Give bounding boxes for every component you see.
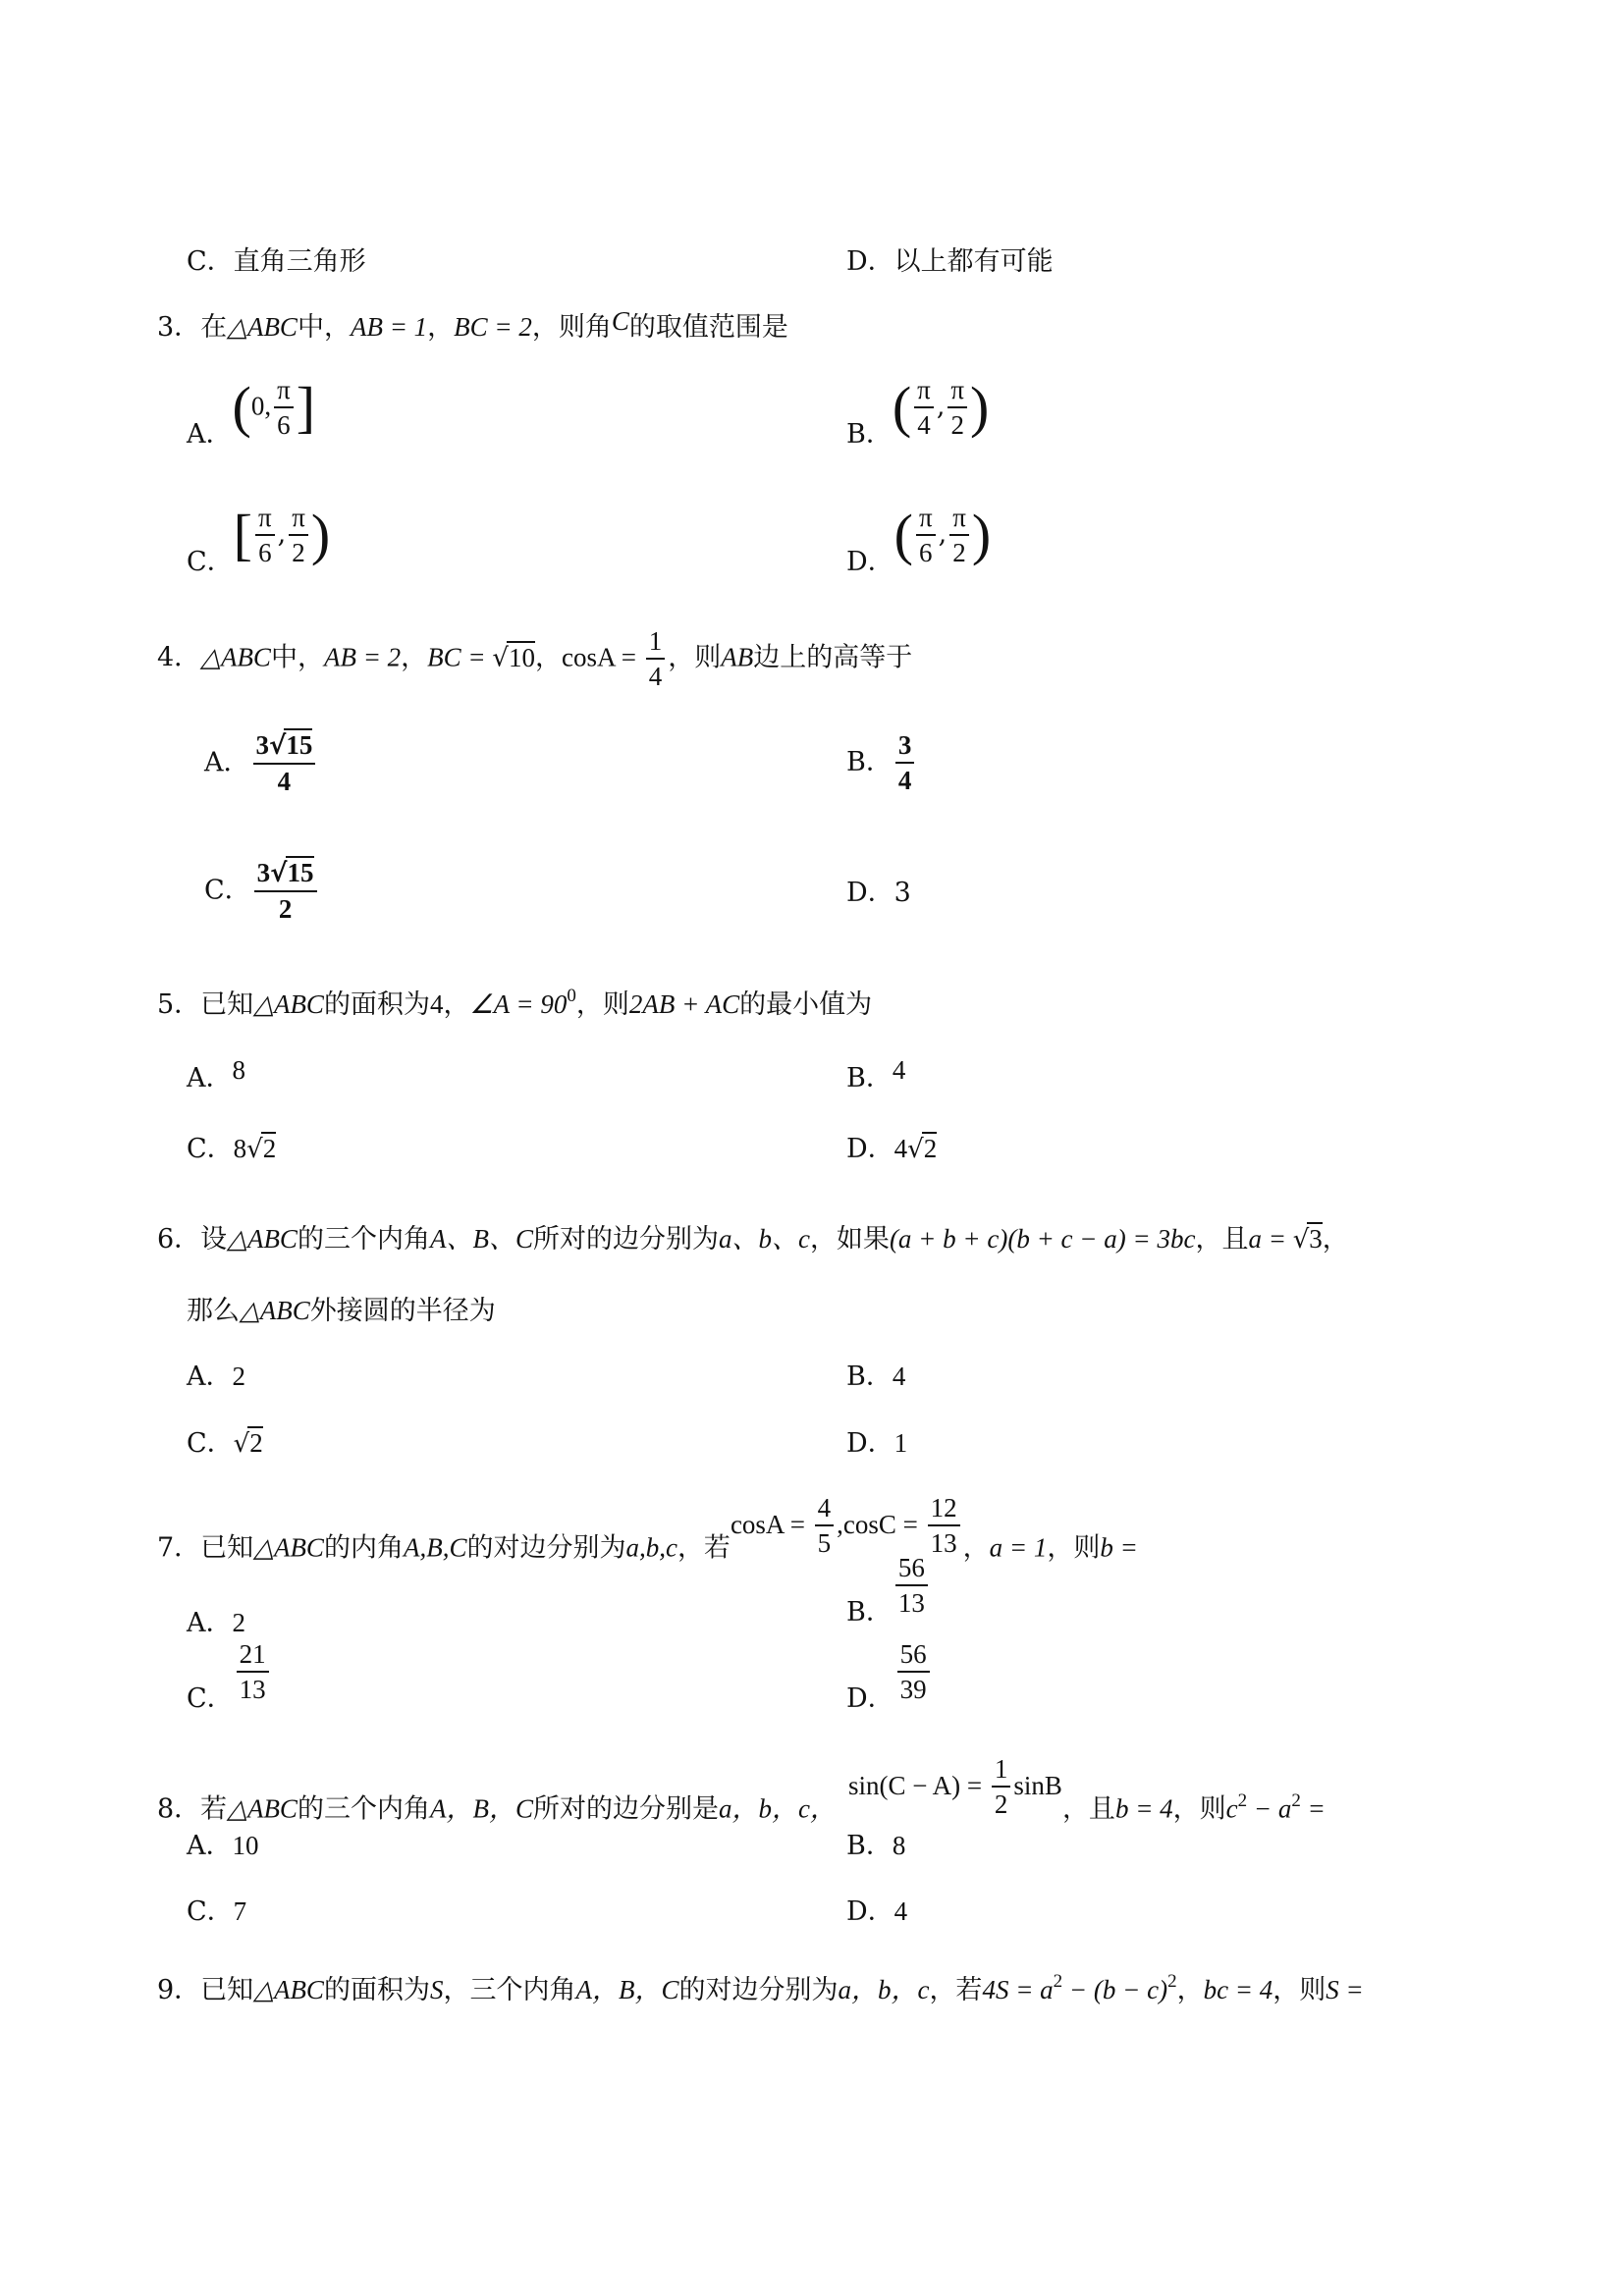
option-value: 10 [232,1831,259,1860]
math: sinB [1013,1770,1062,1800]
option-label: C． [187,1134,234,1164]
text: 所对的边分别是 [532,1793,719,1825]
q4-option-c [204,856,320,926]
q-number: 6．设 [157,1224,228,1255]
radicand: 15 [286,730,313,760]
option-value: 4 [893,1896,908,1926]
bracket: ) [970,375,990,439]
math: a、b、c [718,1224,810,1254]
fraction [646,624,666,693]
option-label: A． [187,1362,233,1392]
radicand: 2 [262,1134,277,1163]
q-number: 7．已知 [157,1532,254,1564]
math: ,cosC = [837,1509,925,1539]
text: 中， [270,642,324,673]
q6-option-a [187,1360,245,1394]
q-number: 5．已知 [157,989,254,1020]
text: 的三个内角 [297,1224,430,1255]
text: ，且 [1195,1224,1249,1255]
radicand: 15 [287,858,314,887]
denominator: 39 [899,1675,927,1704]
option-value: 8 [232,1055,245,1085]
math: c [1225,1793,1238,1824]
q5-option-b [846,1055,906,1095]
option-label: B． [846,418,893,450]
text: 的对边分别为 [678,1975,839,2005]
numerator: 12 [928,1491,960,1526]
q7-option-d [846,1637,933,1714]
math: a，b，c， [718,1793,837,1824]
q3-option-d: D．( $\frac{\pi}{6}$ , $\frac{\pi}{2}$ ) [846,503,992,577]
text: ，则 [1172,1793,1226,1825]
q8-option-c [187,1895,246,1929]
option-label: D． [846,1428,894,1459]
denominator: 4 [648,662,663,691]
radicand: 10 [508,642,535,672]
bracket: ( [232,375,251,439]
text: ， [443,989,470,1020]
superscript: 2 [1167,1971,1177,1992]
numerator: 4 [815,1491,835,1526]
bracket: ( [892,375,912,439]
q7-option-c [187,1637,272,1714]
q4-option-d [846,877,911,910]
text: ，如果 [809,1224,890,1255]
cos-condition [730,1493,963,1558]
math: BC = 2 [454,312,532,342]
triangle: △ABC [227,312,298,342]
math: 4S = a [982,1975,1054,2004]
question-6-stem-line2 [187,1294,496,1328]
q7-option-a [187,1606,245,1640]
sqrt-icon: √ [1292,1225,1310,1255]
denominator: 2 [950,410,964,440]
coef: 8 [233,1134,247,1163]
text: 的取值范围是 [628,312,788,343]
fraction [237,1637,269,1706]
numerator [253,728,316,765]
math: 2AB + AC [628,989,740,1019]
fraction [992,1752,1011,1821]
math: BC = [427,642,493,672]
numerator: 1 [992,1752,1011,1788]
sin-condition [847,1754,1062,1819]
text: ，则 [575,989,629,1020]
math: AB = 2 [323,642,402,672]
text: 的面积为 [323,1975,430,2005]
superscript: 2 [1053,1971,1063,1992]
denominator: 6 [277,410,291,440]
text: ，则 [1047,1532,1101,1564]
text: ， [962,1532,990,1564]
option-value: 3 [893,878,911,908]
superscript: 2 [1291,1789,1301,1811]
math: − a [1247,1793,1292,1824]
radicand: 2 [249,1428,263,1458]
math: AB [721,642,754,672]
q-number: 4． [157,642,201,673]
denominator: 13 [930,1528,957,1558]
text: ，则角 [531,312,612,343]
sqrt-icon: √ [270,859,288,888]
denominator: 2 [952,538,966,567]
math: A，B，C [575,1975,679,2004]
text: ，三个内角 [443,1975,576,2005]
option-label: C． [187,1896,234,1927]
option-label: C． [187,1682,234,1714]
superscript: 0 [567,986,576,1006]
q8-option-a [187,1829,259,1863]
text: ， [534,642,562,673]
denominator: 4 [897,766,912,795]
option-label: D． [846,1134,894,1164]
option-label: D． [846,878,894,908]
fraction [916,501,936,569]
fraction [949,501,969,569]
numerator: 21 [237,1637,269,1673]
math: S [429,1975,444,2004]
question-7-stem [157,1493,1138,1583]
text: 外接圆的半径为 [309,1296,496,1326]
math: S = [1326,1975,1364,2004]
numerator: π [274,373,294,408]
triangle: △ABC [240,1296,310,1325]
fraction [289,501,308,569]
fraction [815,1491,835,1560]
text: 的面积为 [323,989,430,1020]
option-label: A． [187,1608,233,1638]
denominator: 5 [817,1528,832,1558]
math: A、B、C [429,1224,533,1254]
question-4-stem [157,624,912,693]
q-number: 8．若 [157,1793,228,1825]
math: − (b − c) [1062,1975,1168,2004]
option-label: B． [846,1831,893,1861]
option-label: B． [846,1063,893,1094]
text: ，则 [1272,1975,1326,2005]
text: ， [1176,1975,1204,2005]
q5-option-c [187,1132,276,1166]
option-value: 4 [892,1362,906,1391]
radicand: 2 [923,1134,938,1163]
numerator: π [916,501,936,536]
math: b = [1100,1532,1138,1563]
option-label: A． [187,418,233,450]
bracket: ) [971,503,992,566]
q-number: 3．在 [157,312,228,343]
question-6-stem [157,1222,1349,1256]
option-label: A． [204,747,250,778]
denominator: 2 [292,538,305,567]
q8-option-d [846,1895,907,1929]
q8-option-b [846,1829,905,1863]
fraction [895,1551,928,1620]
fraction [895,728,915,797]
option-label: D． [846,1896,894,1927]
bracket: [ [233,503,252,566]
text: 的最小值为 [739,989,873,1020]
math: AB = 1 [350,312,428,342]
math: cosA = [561,642,643,672]
question-9-stem [157,1973,1364,2010]
option-label: A． [187,1063,233,1094]
text: 所对的边分别为 [532,1224,719,1255]
q6-option-b [846,1360,905,1394]
option-value: 7 [233,1896,247,1926]
sqrt-icon: √ [233,1429,250,1459]
coef: 3 [256,858,271,887]
text: 的三个内角 [297,1793,430,1825]
option-label: B． [846,1596,893,1628]
math: (a + b + c)(b + c − a) = 3bc [889,1224,1196,1254]
denominator: 4 [277,767,292,796]
fraction [254,856,317,926]
denominator: 13 [239,1675,266,1704]
option-value: 2 [232,1608,245,1637]
option-label: B． [846,1362,893,1392]
sqrt-icon: √ [907,1135,924,1164]
bracket: ] [296,375,316,439]
text: ， [401,642,428,673]
math: bc = 4 [1203,1975,1273,2004]
option-value: 8 [892,1831,906,1860]
text: 那么 [187,1296,240,1326]
text: ，若 [929,1975,983,2005]
option-label: C． [187,546,234,577]
q2-option-d: D．以上都有可能 [846,246,1054,277]
math: 0, [250,391,272,421]
triangle: △ABC [253,989,324,1019]
text: ，若 [677,1532,731,1564]
triangle: △ABC [227,1224,298,1254]
math: a = 1 [989,1532,1048,1563]
option-label: C． [187,1428,234,1459]
q2-option-c: C．直角三角形 [187,246,366,277]
coef: 4 [893,1134,908,1163]
numerator: 3 [895,728,915,764]
text: 边上的高等于 [753,642,913,673]
option-label: D． [846,546,894,577]
sqrt-icon: √ [492,643,509,673]
q6-option-d [846,1426,907,1461]
numerator: π [949,501,969,536]
q3-option-a [187,373,316,450]
fraction [914,373,934,442]
q5-option-d [846,1132,937,1166]
sqrt-icon: √ [269,731,287,761]
math: a = [1248,1224,1293,1254]
q5-option-a [187,1055,245,1095]
text: ，则 [668,642,722,673]
triangle: △ABC [227,1793,298,1824]
denominator: 6 [258,538,272,567]
q3-option-b: B．( $\frac{\pi}{4}$ , $\frac{\pi}{2}$ ) [846,375,990,450]
triangle: △ABC [200,642,271,672]
option-label: C． [204,875,251,906]
option-label: A． [187,1831,233,1861]
numerator: 1 [646,624,666,660]
fraction [253,728,316,798]
numerator: 56 [897,1637,930,1673]
q3-option-c: C．[ $\frac{\pi}{6}$ , $\frac{\pi}{2}$ ) [187,503,331,577]
bracket: ) [310,503,331,566]
triangle: △ABC [253,1975,324,2004]
denominator: 13 [897,1588,925,1618]
math: 4 [429,989,444,1019]
coef: 3 [255,730,269,760]
q7-option-b [846,1551,931,1628]
question-5-stem [157,988,872,1025]
numerator: 56 [895,1551,928,1586]
option-label: B． [846,747,893,777]
text: 的内角 [323,1532,404,1564]
numerator: π [947,373,967,408]
question-8-stem [157,1754,1326,1844]
text: ， [427,312,455,343]
denominator: 6 [919,538,933,567]
numerator [254,856,317,892]
fraction [947,373,967,442]
q6-option-c [187,1426,263,1461]
text: 中， [297,312,351,343]
math: b = 4 [1114,1793,1173,1824]
fraction [255,501,275,569]
superscript: 2 [1237,1789,1248,1811]
question-3-stem [157,306,788,345]
bracket: ( [893,503,913,566]
radicand: 3 [1309,1224,1323,1254]
math: C [611,306,629,336]
numerator: π [255,501,275,536]
triangle: △ABC [253,1532,324,1563]
option-value: 4 [892,1055,906,1085]
denominator: 2 [278,894,293,924]
q4-option-b [846,728,917,797]
sqrt-icon: √ [246,1135,263,1164]
fraction [897,1637,930,1706]
q-number: 9．已知 [157,1975,254,2005]
denominator: 2 [994,1789,1008,1819]
fraction [928,1491,960,1560]
denominator: 4 [917,410,931,440]
math: ∠A = 90 [469,989,568,1019]
option-value: 2 [232,1362,245,1391]
math: A,B,C [403,1532,467,1563]
numerator: π [289,501,308,536]
q4-option-a [204,728,318,798]
text: ， [1322,1224,1349,1255]
option-label: D． [846,1682,894,1714]
math: = [1300,1793,1326,1824]
math: cosA = [730,1509,812,1539]
text: 的对边分别为 [466,1532,626,1564]
numerator: π [914,373,934,408]
math: A，B，C [429,1793,533,1824]
math: a，b，c [838,1975,930,2004]
fraction [274,373,294,442]
text: ，且 [1061,1793,1115,1825]
math: a,b,c [625,1532,677,1563]
math: sin(C − A) = [847,1770,989,1800]
option-value: 1 [893,1428,908,1458]
